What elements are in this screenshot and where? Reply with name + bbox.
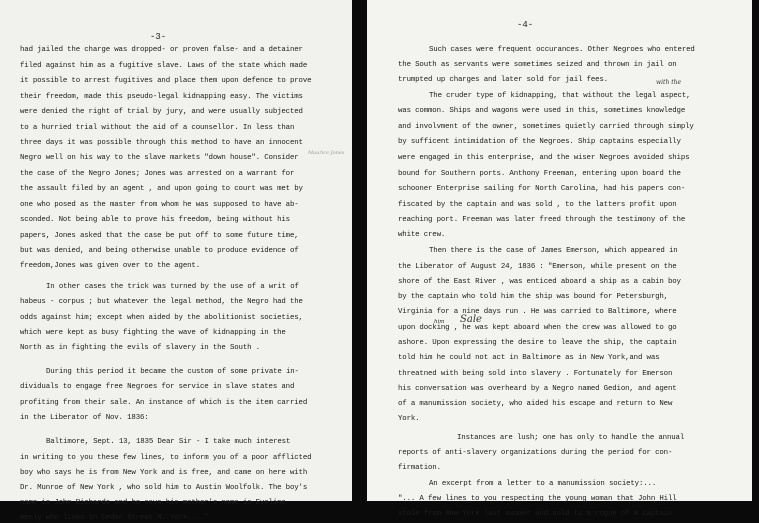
text-line: schooner Enterprise sailing for North Carolina, had his papers con- — [398, 185, 686, 193]
text-line: bound for Southern ports. Anthony Freeman, entering upon board the — [398, 170, 681, 178]
text-line: told him he could not act in Baltimore as in New York,and was — [398, 354, 660, 362]
text-line: habeus - corpus ; but whatever the legal method, the Negro had the — [20, 298, 303, 306]
text-line: ashore. Upon expressing the desire to leave the ship, the captain — [398, 339, 677, 347]
margin-note: Maurice Jones — [308, 150, 345, 156]
text-line: but was denied, and being otherwise unable to produce evidence of — [20, 247, 299, 255]
text-line: in writing to you these few lines, to inform you of a poor afflicted — [20, 454, 312, 462]
text-line: profiting from their sale. An instance of which is the item carried — [20, 399, 308, 407]
text-line: odds against him; except when aided by the abolitionist societies, — [20, 314, 303, 322]
text-line: their freedom, made this pseudo-legal kidnapping easy. The victims — [20, 93, 303, 101]
text-line: the South as servants were sometimes seized and thrown in jail on — [398, 61, 677, 69]
text-line: three days it was possible through this method to have an innocent — [20, 139, 303, 147]
text-line: papers, Jones asked that the case be put off to some future time, — [20, 232, 299, 240]
text-line: trumpted up charges and later sold for jail fees. — [398, 76, 608, 84]
text-line: The cruder type of kidnapping, that without the legal aspect, — [429, 92, 691, 100]
text-line: and involvment of the owner, sometimes quietly carried through simply — [398, 123, 694, 131]
text-line: Negro well on his way to the slave markets "down house". Consider — [20, 154, 299, 162]
text-line: had jailed the charge was dropped- or proven false- and a detainer — [20, 46, 303, 54]
text-line: shore of the East River , was enticed aboard a ship as a cabin boy — [398, 278, 681, 286]
text-line: of a manumission society, who aided his escape and return to New — [398, 400, 673, 408]
text-line: reports of anti-slavery organizations during the period for con- — [398, 449, 673, 457]
text-line: Then there is the case of James Emerson, which appeared in — [429, 247, 678, 255]
text-line: firmation. — [398, 464, 441, 472]
text-line: name is John Richards and he says his mother's name is Eveline — [20, 499, 286, 507]
text-line: the Liberator of August 24, 1836 : "Emerson, while present on the — [398, 263, 677, 271]
text-line: dividuals to engage free Negroes for service in slave states and — [20, 383, 295, 391]
text-line: were denied the right of trial by jury, and were usually subjected — [20, 108, 303, 116]
text-line: upon docking , he was kept aboard when the crew was allowed to go — [398, 324, 677, 332]
text-line: "... A few lines to you respecting the young woman that John Hill — [398, 495, 677, 503]
text-line: An excerpt from a letter to a manumission society:... — [429, 480, 657, 488]
text-line: by sufficent intimidation of the Negroes. Ship captains especially — [398, 138, 681, 146]
text-line: threatned with being sold into slavery . Fortunately for Emerson — [398, 370, 673, 378]
text-line: North as in fighting the evils of slavery in the South . — [20, 344, 260, 352]
handwritten-insert-sale: Sale — [460, 314, 482, 325]
text-line: were engaged in this enterprise, and the wiser Negroes avoided ships — [398, 154, 690, 162]
text-line: was common. Ships and wagons were used in this, sometimes knowledge — [398, 107, 686, 115]
text-line: Wenly who lives in Cedar Street N. York...." — [20, 514, 209, 522]
left-page — [0, 0, 352, 522]
text-line: Instances are lush; one has only to handle the annual — [457, 434, 685, 442]
text-line: which were kept as busy fighting the wave of kidnapping in the — [20, 329, 286, 337]
text-line: stole from New York last summer and sold to a rogue of a captain — [398, 510, 673, 518]
text-line: Such cases were frequent occurances. Other Negroes who entered — [429, 46, 695, 54]
text-line: in the Liberator of Nov. 1836: — [20, 414, 149, 422]
handwritten-insert-him: him — [434, 319, 445, 325]
text-line: his conversation was overheard by a Negro named Gedion, and agent — [398, 385, 677, 393]
text-line: by the captain who told him the ship was bound for Petersburgh, — [398, 293, 668, 301]
text-line: the case of the Negro Jones; Jones was arrested on a warrant for — [20, 170, 295, 178]
text-line: fiscated by the captain and was sold , to the latters profit upon — [398, 201, 677, 209]
page-number: -3- — [150, 32, 167, 42]
text-line: reaching port. Freeman was later freed through the testimony of the — [398, 216, 686, 224]
text-line: Baltimore, Sept. 13, 1835 Dear Sir - I take much interest — [46, 438, 291, 446]
text-line: boy who says he is from New York and is free, and came on here with — [20, 469, 308, 477]
text-line: one who posed as the master from whom he was supposed to have ab- — [20, 201, 299, 209]
text-line: Dr. Munroe of New York , who sold him to Austin Woolfolk. The boy's — [20, 484, 308, 492]
page-number: -4- — [517, 20, 534, 30]
text-line: it possible to arrest fugitives and place them upon defence to prove — [20, 77, 312, 85]
right-page — [367, 0, 752, 518]
text-line: the assault filed by an agent , and upon going to court was met by — [20, 185, 303, 193]
text-line: Virginia for a nine days run . He was carried to Baltimore, where — [398, 308, 677, 316]
text-line: During this period it became the custom of some private in- — [46, 368, 299, 376]
text-line: In other cases the trick was turned by the use of a writ of — [46, 283, 299, 291]
text-line: York. — [398, 415, 420, 423]
text-line: sconded. Not being able to prove his freedom, being without his — [20, 216, 290, 224]
text-line: white crew. — [398, 231, 446, 239]
text-line: to a hurried trial without the aid of a counsellor. In less than — [20, 124, 295, 132]
text-line: freedom,Jones was given over to the agent. — [20, 262, 200, 270]
text-line: filed against him as a fugitive slave. Laws of the state which made — [20, 62, 308, 70]
handwritten-insert-with: with the — [656, 79, 682, 86]
